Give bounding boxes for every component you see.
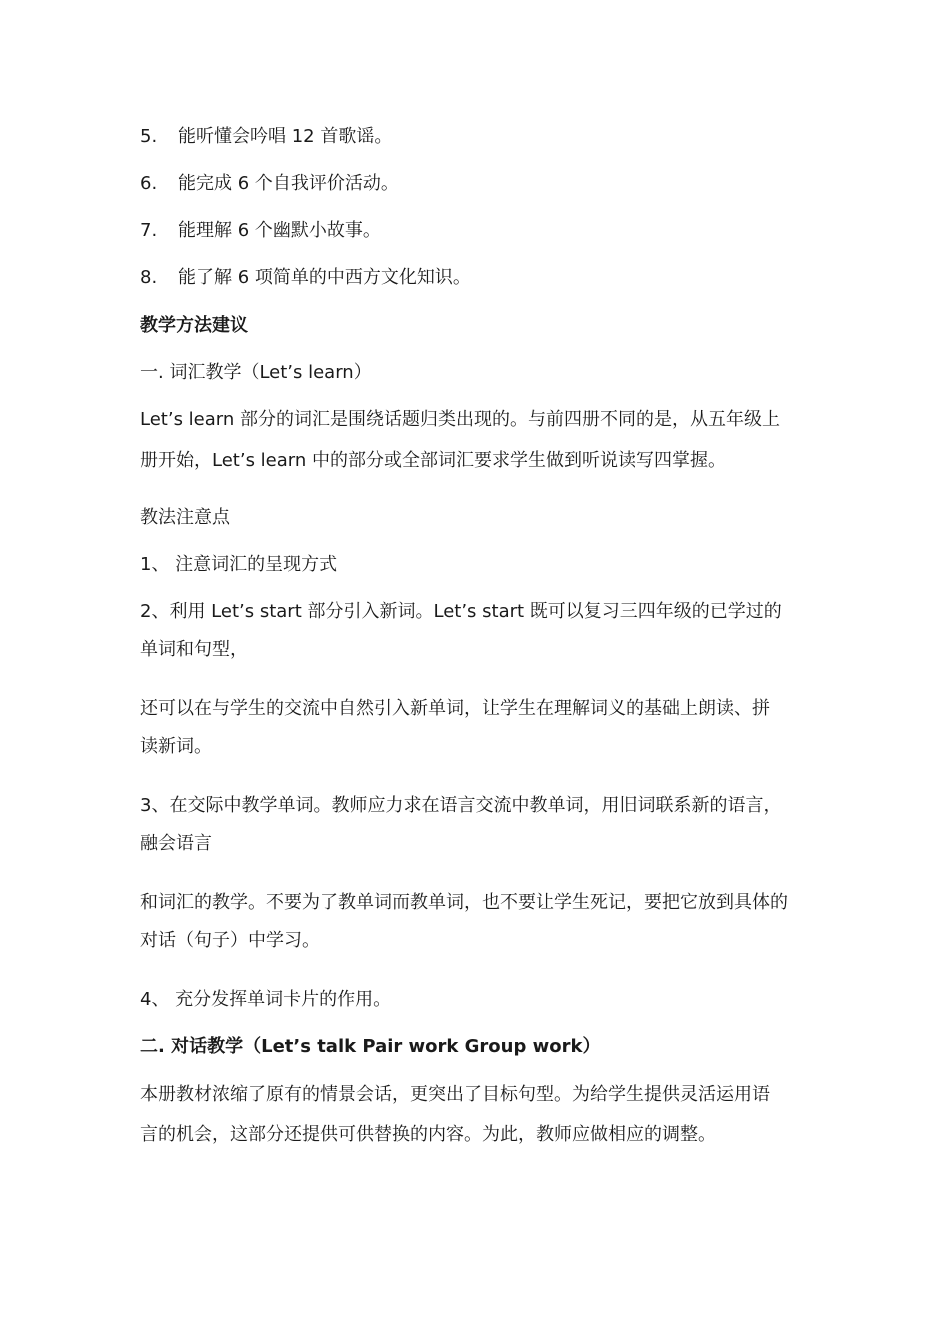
heading-teaching-methods: 教学方法建议 [140, 315, 248, 336]
note-item-2-line2: 单词和句型， [140, 639, 248, 660]
note-item-2-cont-line2: 读新词。 [140, 736, 212, 757]
list-number: 6. [140, 173, 158, 194]
section2-para-line1: 本册教材浓缩了原有的情景会话，更突出了目标句型。为给学生提供灵活运用语 [140, 1084, 770, 1105]
note-item-2-cont-line1: 还可以在与学生的交流中自然引入新单词，让学生在理解词义的基础上朗读、拼 [140, 698, 770, 719]
list-item [140, 265, 820, 291]
section2-para-line2: 言的机会，这部分还提供可供替换的内容。为此，教师应做相应的调整。 [140, 1124, 716, 1145]
note-item-3-cont-line2: 对话（句子）中学习。 [140, 930, 320, 951]
section1-title: 一. 词汇教学（Let’s learn） [140, 362, 372, 383]
list-item [140, 218, 820, 244]
note-item-4: 4、 充分发挥单词卡片的作用。 [140, 989, 392, 1010]
section1-para-line2: 册开始，Let’s learn 中的部分或全部词汇要求学生做到听说读写四掌握。 [140, 450, 726, 471]
list-item [140, 124, 820, 150]
list-number: 7. [140, 220, 158, 241]
section1-para-line1: Let’s learn 部分的词汇是围绕话题归类出现的。与前四册不同的是，从五年级上 [140, 409, 780, 430]
list-text: 能理解 6 个幽默小故事。 [178, 220, 381, 241]
note-item-2-line1: 2、利用 Let’s start 部分引入新词。Let’s start 既可以复习三四年级的已学过的 [140, 601, 782, 622]
list-text: 能了解 6 项简单的中西方文化知识。 [178, 267, 471, 288]
note-item-3-line2: 融会语言 [140, 833, 212, 854]
note-item-3-cont-line1: 和词汇的教学。不要为了教单词而教单词，也不要让学生死记，要把它放到具体的 [140, 892, 788, 913]
list-number: 5. [140, 126, 158, 147]
note-item-3-line1: 3、在交际中教学单词。教师应力求在语言交流中教单词，用旧词联系新的语言， [140, 795, 782, 816]
section2-title: 二. 对话教学（Let’s talk Pair work Group work） [140, 1036, 601, 1057]
list-item [140, 171, 820, 197]
notes-title: 教法注意点 [140, 507, 230, 528]
list-number: 8. [140, 267, 158, 288]
list-text: 能完成 6 个自我评价活动。 [178, 173, 399, 194]
list-text: 能听懂会吟唱 12 首歌谣。 [178, 126, 393, 147]
note-item-1: 1、 注意词汇的呈现方式 [140, 554, 338, 575]
